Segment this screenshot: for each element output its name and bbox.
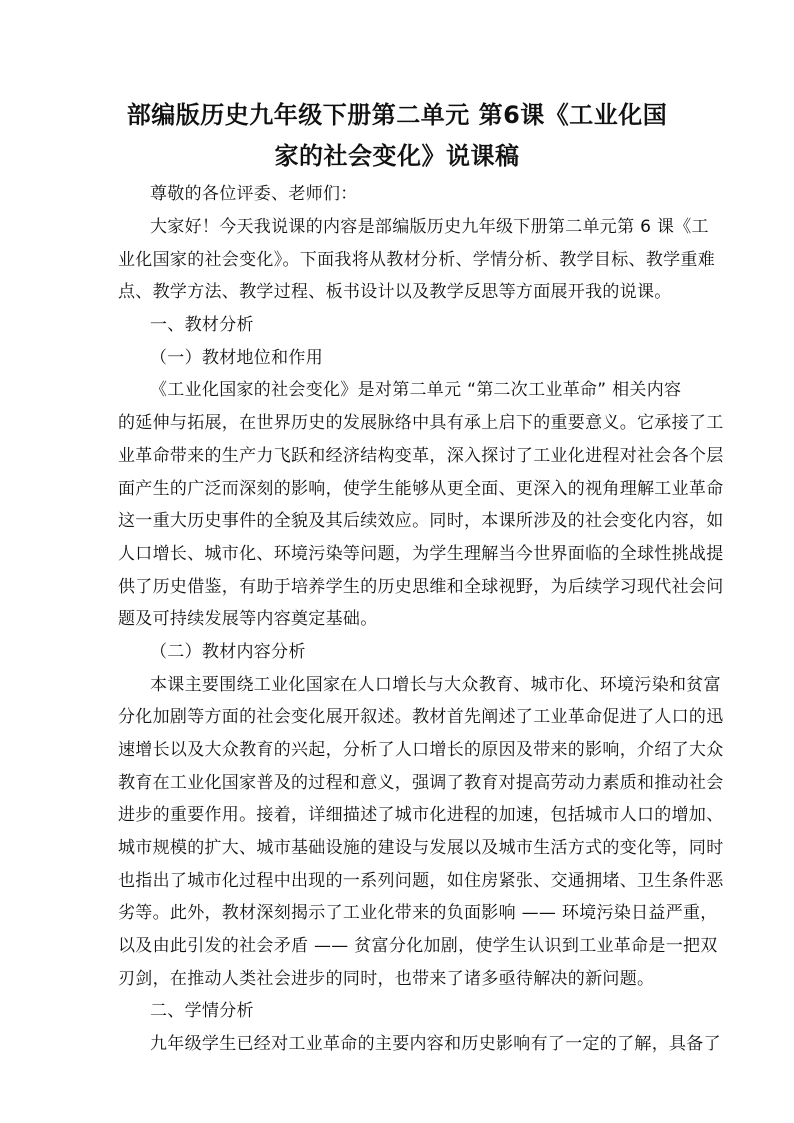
document-title-line-1: 部编版历史九年级下册第二单元 第6课《工业化国 [126,101,668,129]
paragraph-line: 也指出了城市化过程中出现的一系列问题，如住房紧张、交通拥堵、卫生条件恶 [118,871,724,891]
paragraph-line: 城市规模的扩大、城市基础设施的建设与发展以及城市生活方式的变化等，同时 [118,838,724,858]
paragraph-line: 进步的重要作用。接着，详细描述了城市化进程的加速，包括城市人口的增加、 [118,805,724,825]
section-heading: 二、学情分析 [150,1001,254,1021]
section-heading: 一、教材分析 [150,315,254,335]
paragraph-line: 业革命带来的生产力飞跃和经济结构变革，深入探讨了工业化进程对社会各个层 [118,446,724,466]
paragraph-line: 点、教学方法、教学过程、板书设计以及教学反思等方面展开我的说课。 [118,282,672,302]
paragraph-line: 业化国家的社会变化》。下面我将从教材分析、学情分析、教学目标、教学重难 [118,250,715,270]
paragraph-line: 题及可持续发展等内容奠定基础。 [118,609,378,629]
paragraph-line: 本课主要围绕工业化国家在人口增长与大众教育、城市化、环境污染和贫富 [150,675,721,695]
document-title-line-2: 家的社会变化》说课稿 [274,142,520,170]
salutation: 尊敬的各位评委、老师们： [150,184,358,204]
paragraph-line: 面产生的广泛而深刻的影响，使学生能够从更全面、更深入的视角理解工业革命 [118,479,724,499]
paragraph-line: 劣等。此外，教材深刻揭示了工业化带来的负面影响 —— 环境污染日益严重， [118,903,718,923]
paragraph-line: 大家好！今天我说课的内容是部编版历史九年级下册第二单元第 6 课《工 [150,217,709,237]
paragraph-line: 教育在工业化国家普及的过程和意义，强调了教育对提高劳动力素质和推动社会 [118,773,724,793]
paragraph-line: 人口增长、城市化、环境污染等问题，为学生理解当今世界面临的全球性挑战提 [118,544,724,564]
paragraph-line: 这一重大历史事件的全貌及其后续效应。同时，本课所涉及的社会变化内容，如 [118,511,724,531]
paragraph-line: 分化加剧等方面的社会变化展开叙述。教材首先阐述了工业革命促进了人口的迅 [118,707,724,727]
paragraph-line: 刃剑，在推动人类社会进步的同时，也带来了诸多亟待解决的新问题。 [118,969,655,989]
paragraph-line: 速增长以及大众教育的兴起，分析了人口增长的原因及带来的影响，介绍了大众 [118,740,724,760]
paragraph-line: 供了历史借鉴，有助于培养学生的历史思维和全球视野，为后续学习现代社会问 [118,577,724,597]
paragraph-line: 以及由此引发的社会矛盾 —— 贫富分化加剧，使学生认识到工业革命是一把双 [118,936,718,956]
paragraph-line: 《工业化国家的社会变化》是对第二单元 “第二次工业革命” 相关内容 [150,380,682,400]
paragraph-line: 九年级学生已经对工业革命的主要内容和历史影响有了一定的了解，具备了 [150,1034,721,1054]
subsection-heading: （二）教材内容分析 [150,642,306,662]
paragraph-line: 的延伸与拓展，在世界历史的发展脉络中具有承上启下的重要意义。它承接了工 [118,413,724,433]
subsection-heading: （一）教材地位和作用 [150,348,323,368]
